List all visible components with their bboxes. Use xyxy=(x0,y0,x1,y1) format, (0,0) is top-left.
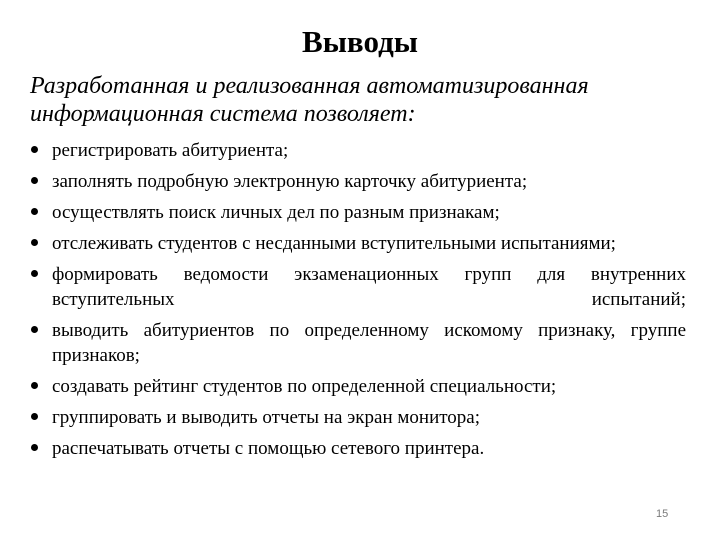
bullet-icon xyxy=(31,208,38,215)
list-item-text: создавать рейтинг студентов по определенной специальности; xyxy=(52,376,557,397)
list-item xyxy=(30,262,686,312)
list-item xyxy=(30,169,686,194)
bullet-icon xyxy=(31,270,38,277)
list-item-text: группировать и выводить отчеты на экран монитора; xyxy=(52,407,481,428)
list-item-text: распечатывать отчеты с помощью сетевого принтера. xyxy=(52,438,485,459)
list-item-text: выводить абитуриентов по определенному искомому признаку, группе признаков; xyxy=(52,320,686,366)
list-item-text: осуществлять поиск личных дел по разным признакам; xyxy=(52,202,500,223)
slide-title: Выводы xyxy=(302,24,418,59)
bullet-icon xyxy=(31,146,38,153)
list-item-text: отслеживать студентов с несданными вступительными испытаниями; xyxy=(52,233,616,254)
page-number: 15 xyxy=(656,508,669,520)
intro-text: Разработанная и реализованная автоматизированная информационная система позволяет: xyxy=(30,73,589,127)
list-item xyxy=(30,318,686,368)
list-item-text: заполнять подробную электронную карточку абитуриента; xyxy=(52,171,528,192)
list-item xyxy=(30,231,686,256)
list-item xyxy=(30,138,686,163)
bullet-icon xyxy=(31,444,38,451)
bullet-icon xyxy=(31,413,38,420)
bullet-list xyxy=(30,138,686,467)
bullet-icon xyxy=(31,239,38,246)
list-item xyxy=(30,374,686,399)
bullet-icon xyxy=(31,326,38,333)
list-item-text: формировать ведомости экзаменационных групп для внутренних вступительных испытаний; xyxy=(52,264,686,310)
list-item xyxy=(30,405,686,430)
bullet-icon xyxy=(31,177,38,184)
bullet-icon xyxy=(31,382,38,389)
list-item xyxy=(30,200,686,225)
list-item-text: регистрировать абитуриента; xyxy=(52,140,289,161)
list-item xyxy=(30,436,686,461)
